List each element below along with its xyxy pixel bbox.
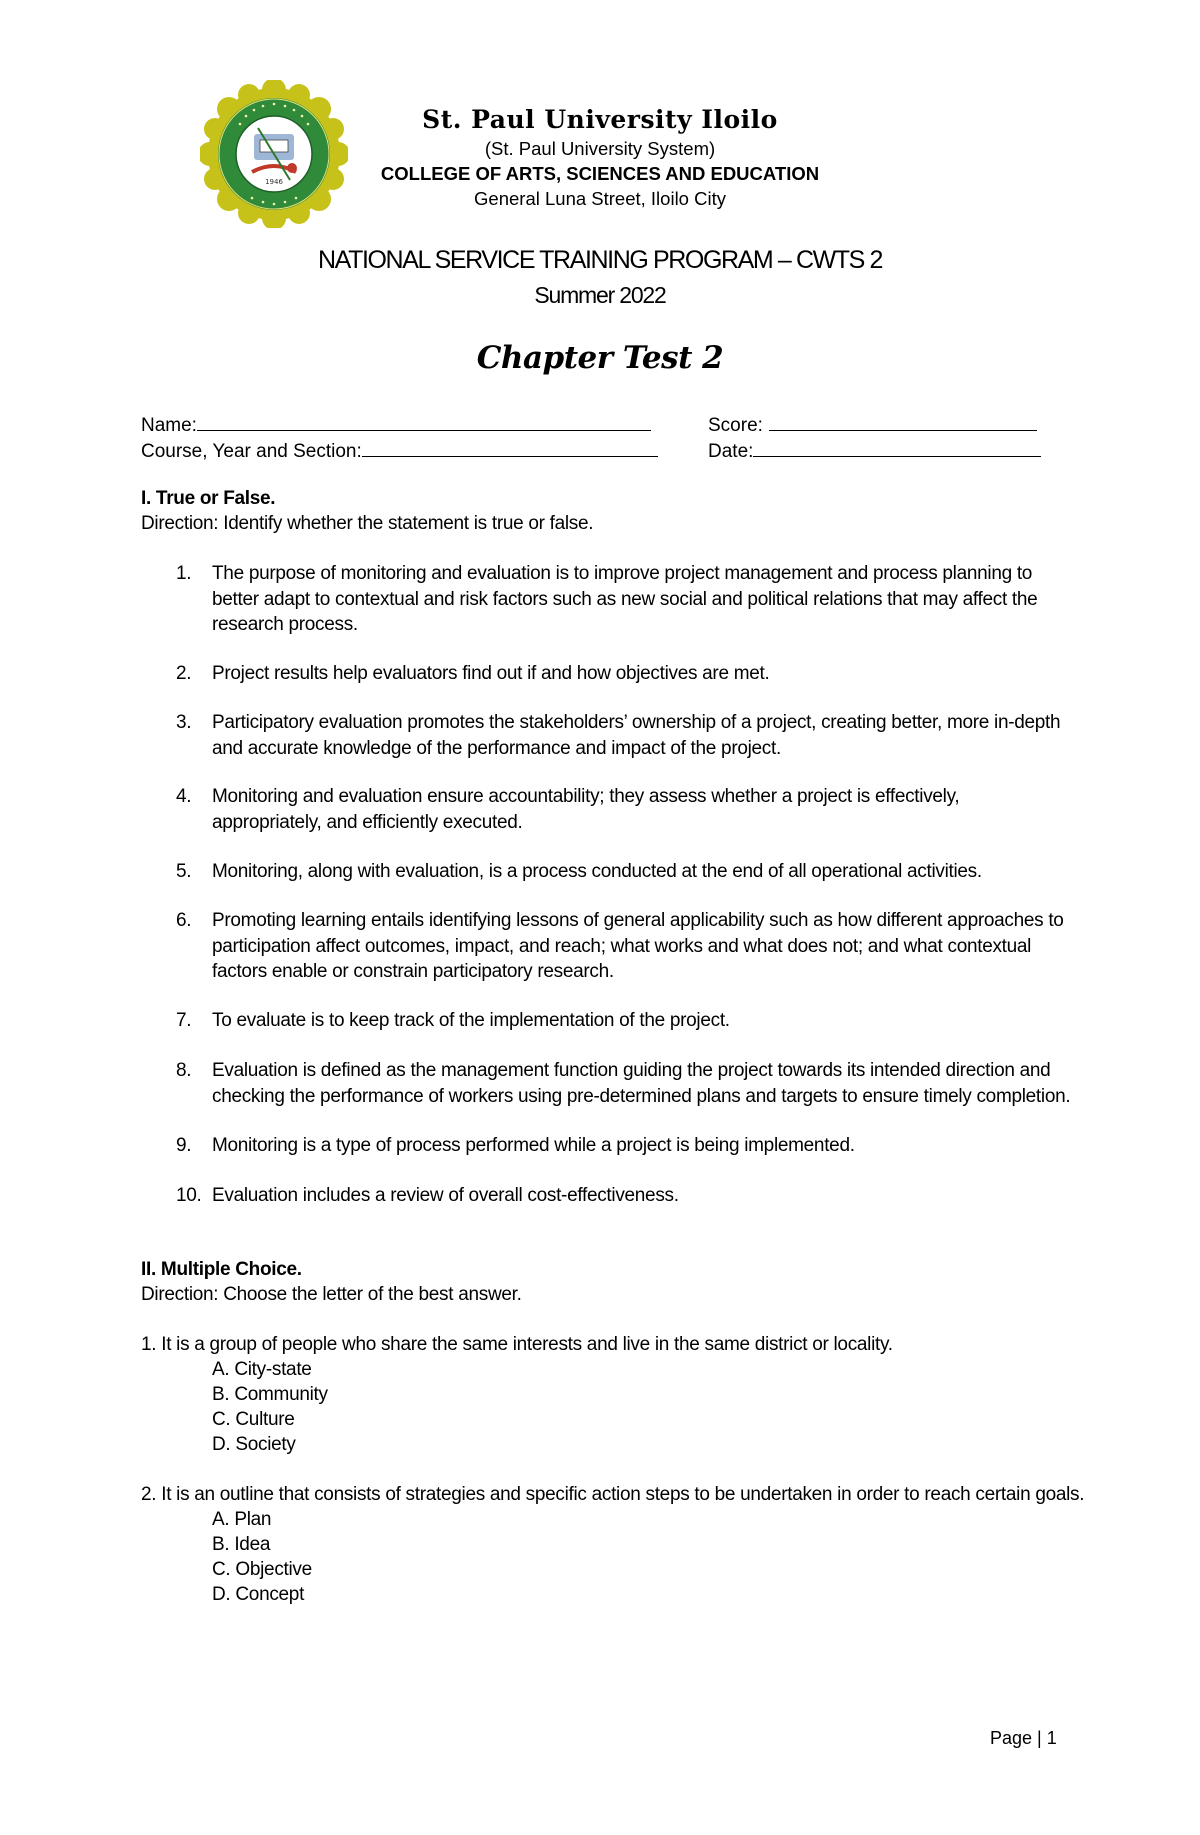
section1-direction: Direction: Identify whether the statement is true or false. <box>141 513 594 534</box>
course-line[interactable] <box>362 436 658 457</box>
course-label: Course, Year and Section: <box>141 441 362 462</box>
item-number: 1. <box>176 563 192 584</box>
course-field[interactable] <box>141 436 658 465</box>
choice-d: D. Society <box>212 1434 296 1455</box>
program-term: Summer 2022 <box>534 282 666 308</box>
name-line[interactable] <box>197 410 651 431</box>
choice-b: B. Idea <box>212 1534 271 1555</box>
item-number: 5. <box>176 861 192 882</box>
item-text: Evaluation is defined as the management function guiding the project towards its intended direction and checking the performance of workers using pre-determined plans and targets to ensure timely completion. <box>212 1060 1071 1107</box>
item-number: 4. <box>176 786 192 807</box>
score-line[interactable] <box>769 410 1037 431</box>
date-line[interactable] <box>753 436 1041 457</box>
date-label: Date: <box>708 441 754 462</box>
item-number: 8. <box>176 1060 192 1081</box>
university-address: General Luna Street, Iloilo City <box>474 188 726 209</box>
item-text: To evaluate is to keep track of the implementation of the project. <box>212 1010 730 1031</box>
section2-title: II. Multiple Choice. <box>141 1259 302 1280</box>
choice-c: C. Objective <box>212 1559 312 1580</box>
score-field[interactable] <box>708 410 1037 439</box>
item-text: Monitoring, along with evaluation, is a process conducted at the end of all operational activities. <box>212 861 982 882</box>
item-text: Monitoring is a type of process performed while a project is being implemented. <box>212 1135 855 1156</box>
seal-year: 1946 <box>265 178 283 186</box>
choice-a: A. Plan <box>212 1509 272 1530</box>
item-text: Monitoring and evaluation ensure accountability; they assess whether a project is effectively, appropriately, and efficiently executed. <box>212 786 960 833</box>
item-number: 10. <box>176 1185 202 1206</box>
page-number: Page | 1 <box>990 1728 1057 1748</box>
item-number: 9. <box>176 1135 192 1156</box>
choice-a: A. City-state <box>212 1359 312 1380</box>
score-label: Score: <box>708 415 763 436</box>
section2-direction: Direction: Choose the letter of the best answer. <box>141 1284 522 1305</box>
item-number: 7. <box>176 1010 192 1031</box>
item-number: 6. <box>176 910 192 931</box>
date-field[interactable] <box>708 436 1041 465</box>
choice-b: B. Community <box>212 1384 328 1405</box>
test-title: Chapter Test 2 <box>476 340 724 376</box>
choice-d: D. Concept <box>212 1584 305 1605</box>
item-text: Project results help evaluators find out if and how objectives are met. <box>212 663 770 684</box>
name-field[interactable] <box>141 410 651 439</box>
university-header <box>300 104 900 211</box>
program-title: NATIONAL SERVICE TRAINING PROGRAM – CWTS 2 <box>318 246 882 274</box>
name-label: Name: <box>141 415 197 436</box>
question-text: 2. It is an outline that consists of strategies and specific action steps to be undertaken in order to reach certain goals. <box>141 1484 1085 1505</box>
choice-c: C. Culture <box>212 1409 295 1430</box>
item-number: 3. <box>176 712 192 733</box>
item-text: Participatory evaluation promotes the stakeholders’ ownership of a project, creating better, more in-depth and accurate knowledge of the performance and impact of the project. <box>212 712 1061 759</box>
item-text: Promoting learning entails identifying lessons of general applicability such as how different approaches to participation affect outcomes, impact, and reach; what works and what does not; and what contextual factors enable or constrain participatory research. <box>212 910 1064 982</box>
item-text: Evaluation includes a review of overall cost-effectiveness. <box>212 1185 679 1206</box>
question-text: 1. It is a group of people who share the same interests and live in the same district or locality. <box>141 1334 893 1355</box>
university-system: (St. Paul University System) <box>484 138 716 159</box>
university-name: St. Paul University Iloilo <box>422 105 778 134</box>
item-text: The purpose of monitoring and evaluation is to improve project management and process planning to better adapt to contextual and risk factors such as new social and political relations that may affect the research process. <box>212 563 1038 635</box>
item-number: 2. <box>176 663 192 684</box>
college-name: COLLEGE OF ARTS, SCIENCES AND EDUCATION <box>380 163 820 184</box>
section1-title: I. True or False. <box>141 488 276 509</box>
